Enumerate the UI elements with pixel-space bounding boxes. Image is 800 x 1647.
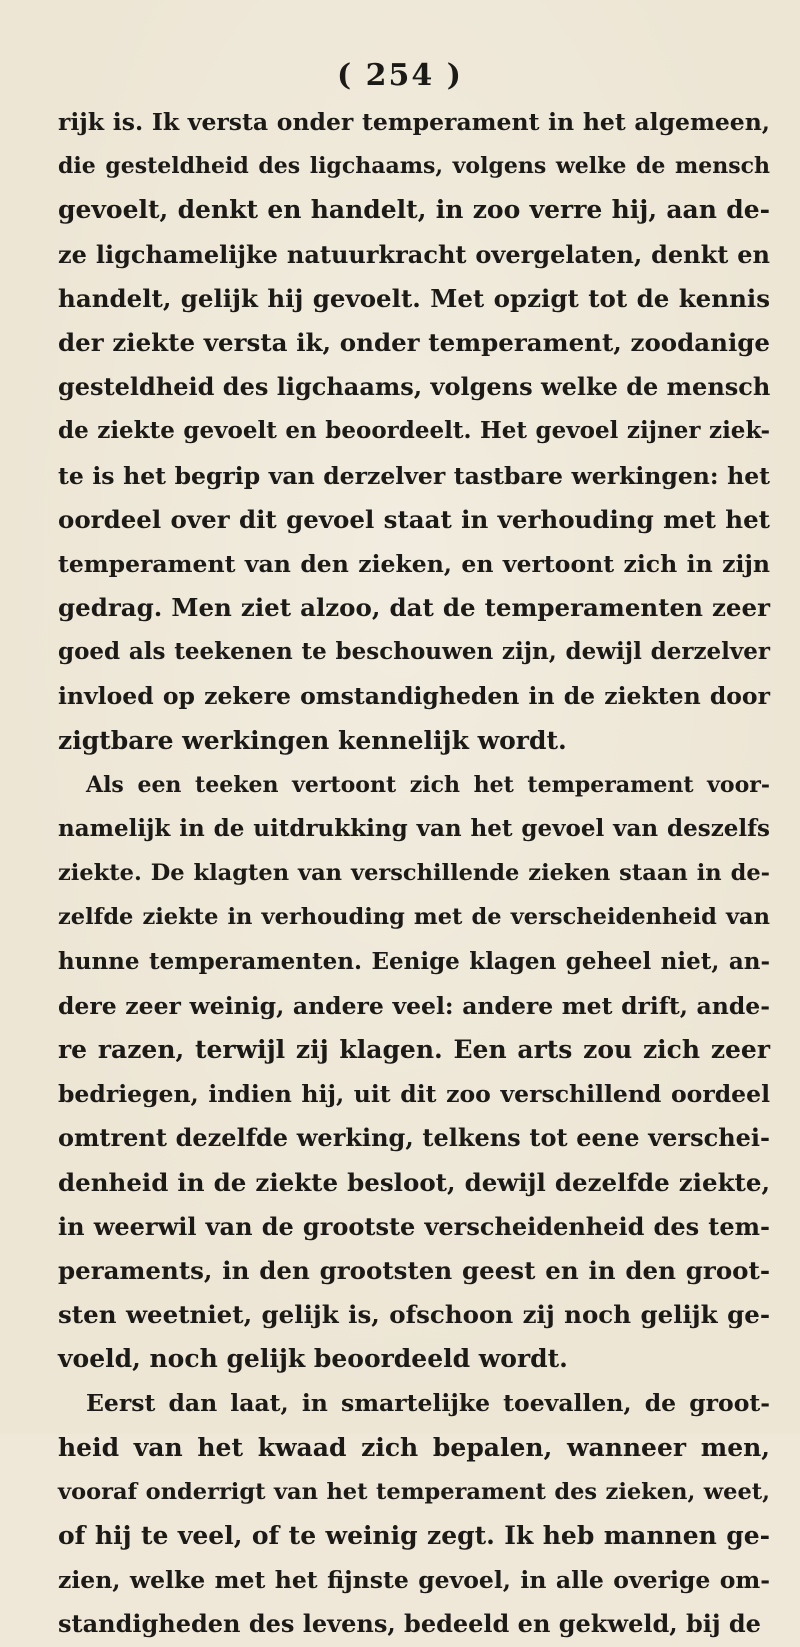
text-line: vooraf onderrigt van het temperament des zieken, weet, (58, 1478, 770, 1505)
text-line: zigtbare werkingen kennelijk wordt. (58, 725, 567, 755)
text-line: der ziekte versta ik, onder temperament, zoodanige (58, 327, 770, 357)
text-line: heid van het kwaad zich bepalen, wanneer men, (58, 1432, 770, 1462)
page-number: ( 254 ) (337, 58, 463, 93)
text-line: hunne temperamenten. Eenige klagen geheel niet, an- (58, 947, 770, 975)
text-line: denheid in de ziekte besloot, dewijl dezelfde ziekte, (58, 1167, 770, 1197)
text-line: temperament van den zieken, en vertoont zich in zijn (58, 549, 770, 578)
text-line: ze ligchamelijke natuurkracht overgelaten, denkt en (58, 239, 770, 269)
text-line: rijk is. Ik versta onder temperament in het algemeen, (58, 108, 770, 136)
text-line: te is het begrip van derzelver tastbare werkingen: het (58, 461, 770, 490)
text-line: oordeel over dit gevoel staat in verhouding met het (58, 504, 770, 534)
text-line: re razen, terwijl zij klagen. Een arts zou zich zeer (58, 1034, 770, 1064)
text-line: invloed op zekere omstandigheden in de ziekten door (58, 682, 770, 711)
body-text (58, 100, 770, 1647)
text-line: bedriegen, indien hij, uit dit zoo verschillend oordeel (58, 1080, 770, 1109)
text-line: Eerst dan laat, in smartelijke toevallen, de groot- (86, 1389, 770, 1418)
text-line: omtrent dezelfde werking, telkens tot eene verschei- (58, 1123, 770, 1153)
text-line: ziekte. De klagten van verschillende zieken staan in de- (58, 860, 770, 887)
text-line: zelfde ziekte in verhouding met de verscheidenheid van (58, 904, 770, 931)
text-line: in weerwil van de grootste verscheidenheid des tem- (58, 1211, 770, 1241)
text-line: de ziekte gevoelt en beoordeelt. Het gevoel zijner ziek- (58, 417, 770, 445)
text-line: voeld, noch gelijk beoordeeld wordt. (58, 1344, 568, 1374)
text-line: gedrag. Men ziet alzoo, dat de temperamenten zeer (58, 593, 770, 623)
text-line: goed als teekenen te beschouwen zijn, dewijl derzelver (58, 638, 770, 666)
text-line: dere zeer weinig, andere veel: andere met drift, ande- (58, 991, 770, 1020)
text-line: Als een teeken vertoont zich het temperament voor- (86, 771, 770, 798)
text-line: of hij te veel, of te weinig zegt. Ik heb mannen ge- (58, 1521, 770, 1550)
text-line: gevoelt, denkt en handelt, in zoo verre hij, aan de- (58, 195, 770, 225)
text-line: standigheden des levens, bedeeld en gekweld, bij de (58, 1609, 761, 1639)
text-line: gesteldheid des ligchaams, volgens welke de mensch (58, 372, 771, 402)
text-line: die gesteldheid des ligchaams, volgens welke de mensch (58, 153, 770, 180)
text-line: sten weetniet, gelijk is, ofschoon zij noch gelijk ge- (58, 1300, 770, 1330)
text-line: peraments, in den grootsten geest en in den groot- (58, 1255, 770, 1285)
text-line: zien, welke met het fijnste gevoel, in alle overige om- (58, 1566, 770, 1595)
text-line: handelt, gelijk hij gevoelt. Met opzigt tot de kennis (58, 283, 770, 313)
text-line: namelijk in de uitdrukking van het gevoel van deszelfs (58, 815, 770, 842)
